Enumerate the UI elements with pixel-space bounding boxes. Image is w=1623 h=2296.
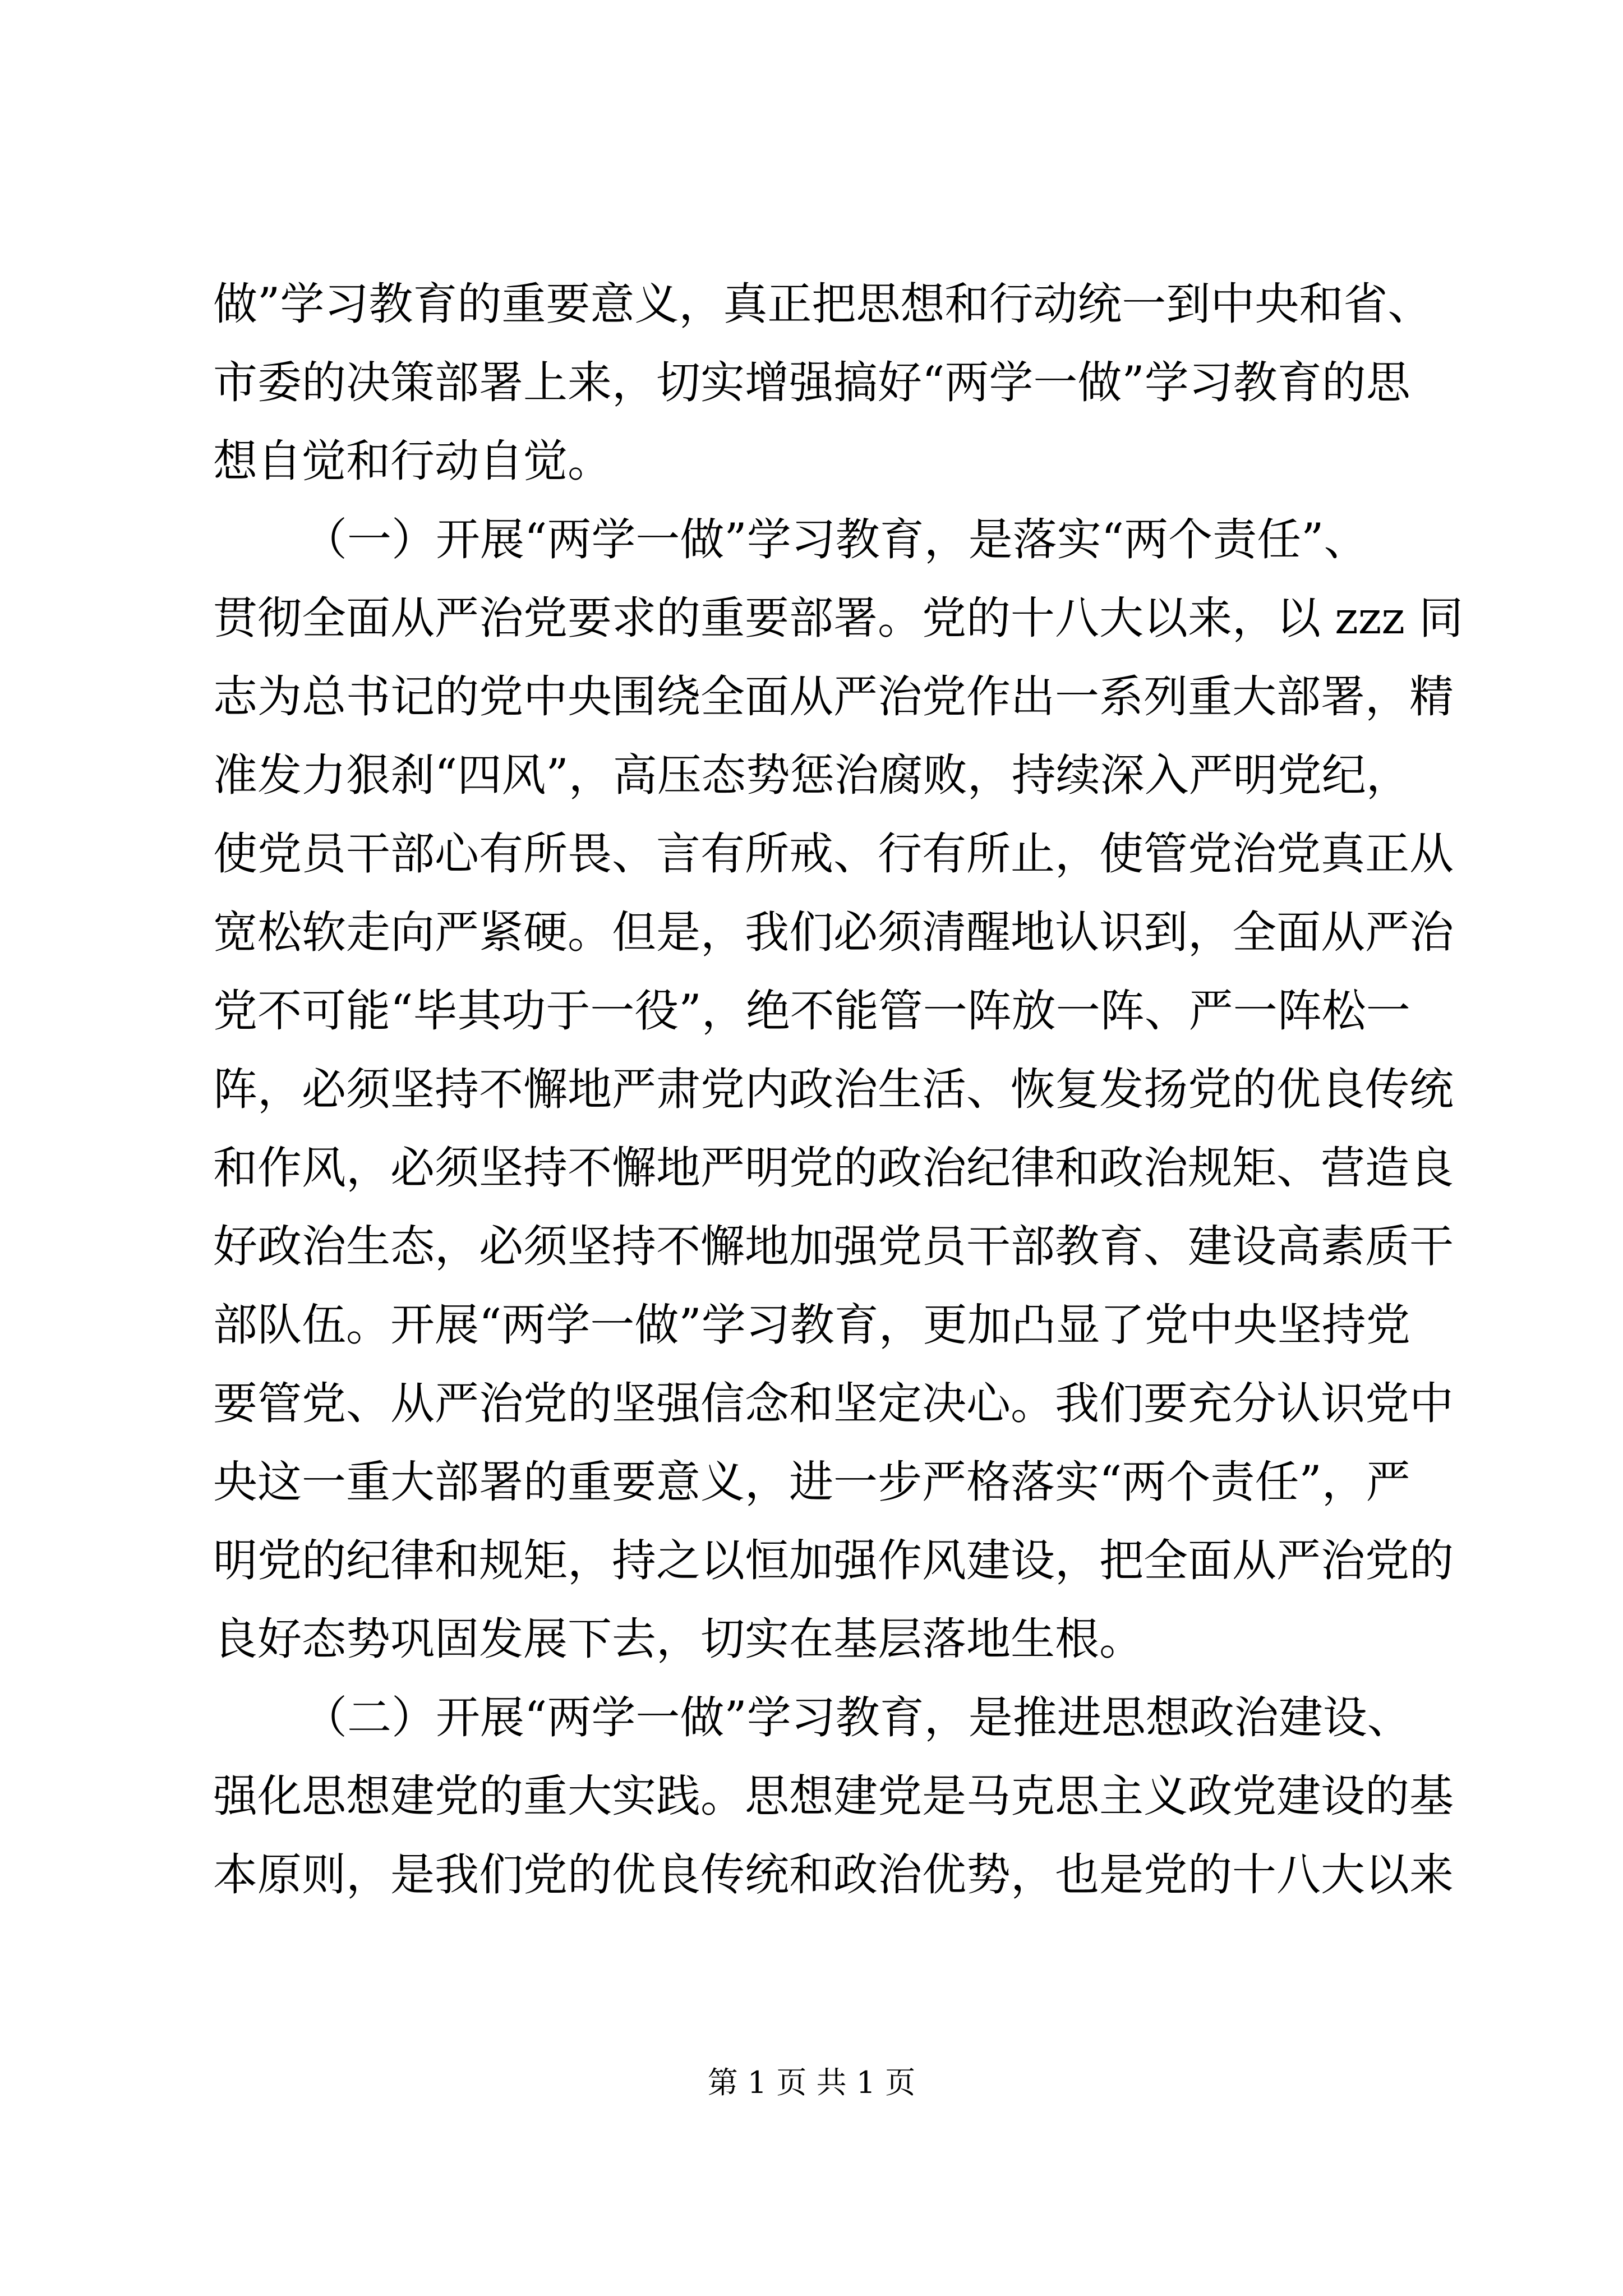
text-line: 贯彻全面从严治党要求的重要部署。党的十八大以来，以 zzz 同	[213, 592, 1464, 644]
text-line: 强化思想建党的重大实践。思想建党是马克思主义政党建设的基	[213, 1770, 1454, 1822]
text-line: 做”学习教育的重要意义，真正把思想和行动统一到中央和省、	[213, 278, 1432, 330]
page-number-footer: 第 1 页 共 1 页	[707, 2065, 916, 2100]
text-line: 阵，必须坚持不懈地严肃党内政治生活、恢复发扬党的优良传统	[213, 1064, 1454, 1115]
text-line: 明党的纪律和规矩，持之以恒加强作风建设，把全面从严治党的	[213, 1535, 1454, 1586]
text-line: 想自觉和行动自觉。	[213, 435, 612, 487]
text-line: 本原则，是我们党的优良传统和政治优势，也是党的十八大以来	[213, 1849, 1454, 1901]
text-line: 党不可能“毕其功于一役”，绝不能管一阵放一阵、严一阵松一	[213, 985, 1410, 1037]
text-line: 准发力狠刹“四风”，高压态势惩治腐败，持续深入严明党纪，	[213, 749, 1410, 801]
text-line: 要管党、从严治党的坚强信念和坚定决心。我们要充分认识党中	[213, 1378, 1454, 1429]
text-line: 好政治生态，必须坚持不懈地加强党员干部教育、建设高素质干	[213, 1221, 1454, 1272]
text-line: 使党员干部心有所畏、言有所戒、行有所止，使管党治党真正从	[213, 828, 1454, 880]
paragraph-heading-line: （二）开展“两学一做”学习教育，是推进思想政治建设、	[303, 1692, 1412, 1743]
text-line: 部队伍。开展“两学一做”学习教育，更加凸显了党中央坚持党	[213, 1299, 1410, 1351]
text-line: 市委的决策部署上来，切实增强搞好“两学一做”学习教育的思	[213, 357, 1410, 408]
text-line: 央这一重大部署的重要意义，进一步严格落实“两个责任”，严	[213, 1456, 1410, 1508]
text-line: 良好态势巩固发展下去，切实在基层落地生根。	[213, 1613, 1144, 1665]
text-line: 宽松软走向严紧硬。但是，我们必须清醒地认识到，全面从严治	[213, 907, 1454, 958]
paragraph-heading-line: （一）开展“两学一做”学习教育，是落实“两个责任”、	[303, 514, 1368, 565]
text-line: 志为总书记的党中央围绕全面从严治党作出一系列重大部署，精	[213, 671, 1454, 723]
text-line: 和作风，必须坚持不懈地严明党的政治纪律和政治规矩、营造良	[213, 1142, 1454, 1194]
